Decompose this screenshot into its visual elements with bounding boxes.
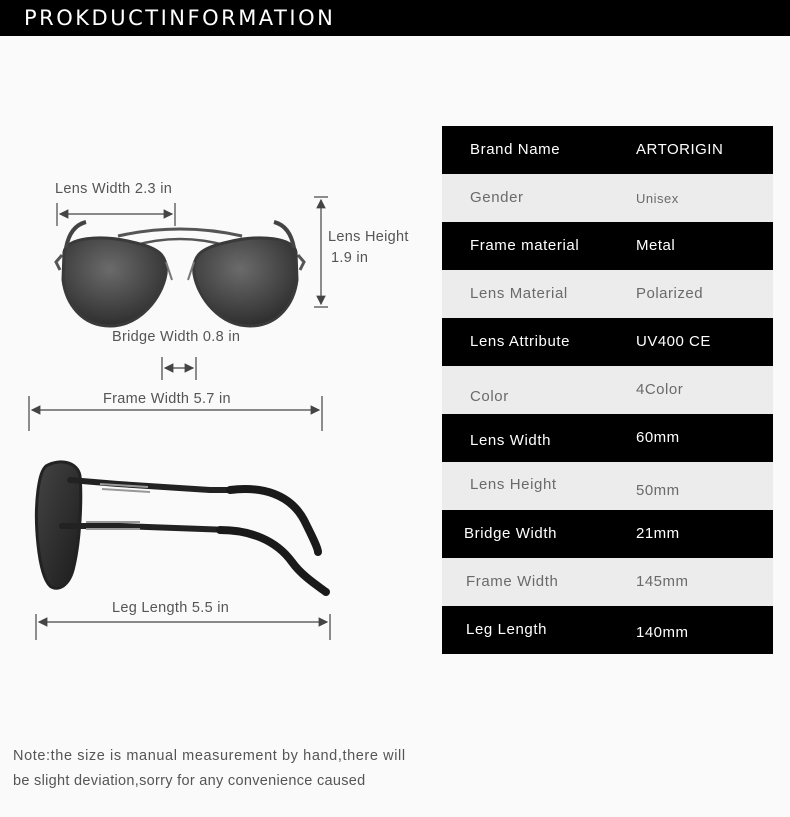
spec-row-color	[442, 366, 773, 414]
right-hinge	[298, 255, 304, 270]
spec-row-frame-width	[442, 558, 773, 606]
leg-length-label: Leg Length 5.5 in	[112, 600, 230, 616]
note-line-1: Note:the size is manual measurement by hand,there will	[13, 748, 406, 764]
spec-label: Frame Width	[466, 573, 559, 590]
front-view-sunglasses	[56, 222, 304, 326]
spec-value: 50mm	[636, 482, 680, 499]
spec-row-lens-material	[442, 270, 773, 318]
spec-label: Leg Length	[466, 621, 548, 638]
spec-row-brand-name	[442, 126, 773, 174]
spec-label: Lens Material	[470, 285, 568, 302]
spec-value: 21mm	[636, 525, 680, 542]
spec-value: Metal	[636, 237, 676, 254]
spec-label: Gender	[470, 189, 524, 206]
spec-row-bridge-width	[442, 510, 773, 558]
spec-value: ARTORIGIN	[636, 141, 724, 158]
spec-label: Brand Name	[470, 141, 561, 158]
note-line-2: be slight deviation,sorry for any convenience caused	[13, 773, 366, 789]
spec-label: Frame material	[470, 237, 580, 254]
temple-upper	[70, 480, 250, 490]
spec-value: 4Color	[636, 381, 684, 398]
frame-width-label: Frame Width 5.7 in	[103, 391, 231, 407]
spec-value: 145mm	[636, 573, 689, 590]
spec-label: Lens Width	[470, 432, 552, 449]
bridge-width-label: Bridge Width 0.8 in	[112, 329, 241, 345]
spec-label: Lens Attribute	[470, 333, 571, 350]
spec-value: 140mm	[636, 624, 689, 641]
side-view-sunglasses	[37, 462, 327, 592]
spec-table	[442, 126, 773, 654]
spec-label: Color	[470, 388, 509, 405]
page-title: PROKDUCTINFORMATION	[24, 6, 336, 30]
spec-value: 60mm	[636, 429, 680, 446]
spec-row-gender	[442, 174, 773, 222]
spec-row-lens-attribute	[442, 318, 773, 366]
spec-value: Unisex	[636, 191, 679, 206]
spec-row-leg-length	[442, 606, 773, 654]
lens-width-label: Lens Width 2.3 in	[55, 181, 173, 197]
right-lens	[194, 238, 297, 326]
spec-row-frame-material	[442, 222, 773, 270]
spec-label: Lens Height	[470, 476, 557, 493]
left-hinge	[56, 255, 62, 270]
spec-value: UV400 CE	[636, 333, 711, 350]
spec-value: Polarized	[636, 285, 704, 302]
lens-height-label-line1: Lens Height	[328, 229, 409, 245]
lens-height-label-line2: 1.9 in	[331, 250, 369, 266]
spec-row-lens-width	[442, 414, 773, 462]
spec-row-lens-height	[442, 462, 773, 510]
top-bridge	[118, 229, 242, 236]
spec-label: Bridge Width	[464, 525, 558, 542]
left-lens	[63, 238, 166, 326]
